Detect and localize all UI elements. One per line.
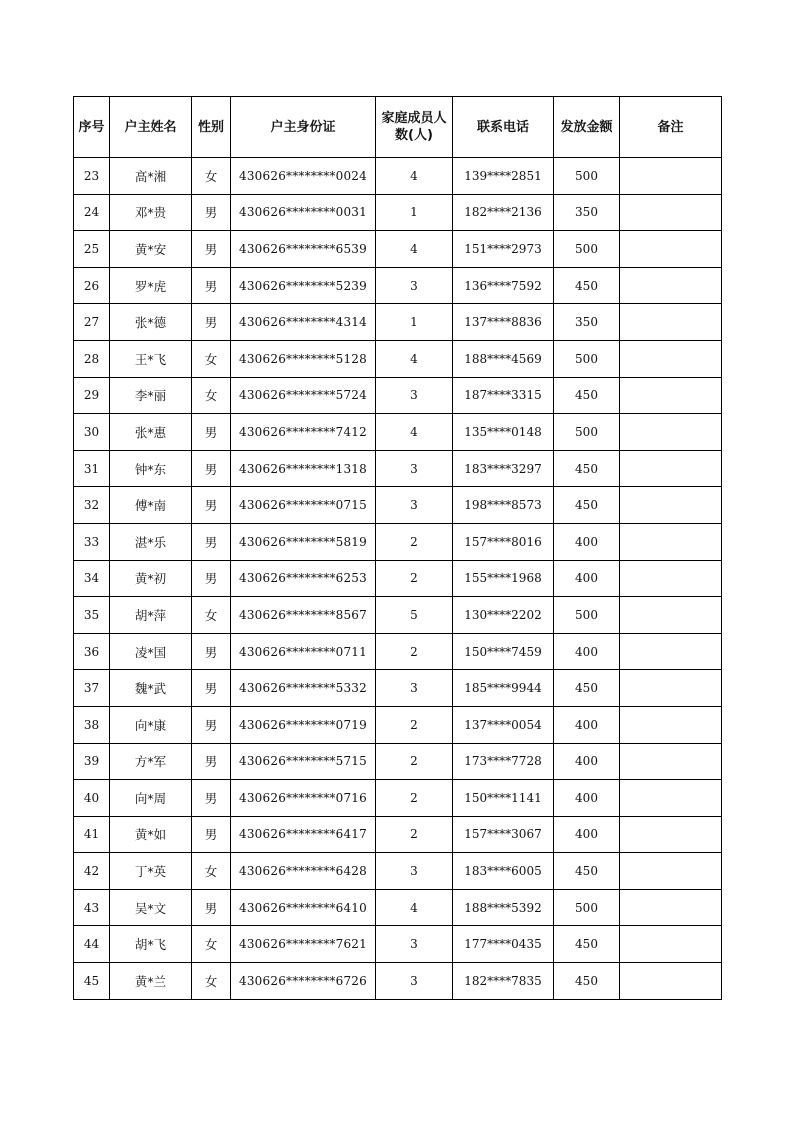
cell-remark <box>620 853 722 890</box>
cell-amount: 400 <box>554 816 620 853</box>
cell-name: 方*军 <box>110 743 192 780</box>
cell-remark <box>620 450 722 487</box>
cell-phone: 151****2973 <box>453 231 554 268</box>
cell-amount: 450 <box>554 670 620 707</box>
cell-amount: 350 <box>554 194 620 231</box>
cell-family-size: 3 <box>376 926 453 963</box>
cell-amount: 400 <box>554 743 620 780</box>
cell-gender: 男 <box>192 523 231 560</box>
cell-name: 高*湘 <box>110 158 192 195</box>
cell-name: 向*康 <box>110 706 192 743</box>
cell-index: 35 <box>74 597 110 634</box>
header-row <box>74 97 722 158</box>
cell-name: 黄*如 <box>110 816 192 853</box>
cell-id-card: 430626********0024 <box>231 158 376 195</box>
cell-remark <box>620 963 722 1000</box>
header-name: 户主姓名 <box>110 97 192 158</box>
cell-amount: 500 <box>554 340 620 377</box>
cell-name: 邓*贵 <box>110 194 192 231</box>
cell-name: 吴*文 <box>110 889 192 926</box>
cell-amount: 400 <box>554 560 620 597</box>
cell-family-size: 4 <box>376 340 453 377</box>
cell-amount: 500 <box>554 889 620 926</box>
cell-index: 45 <box>74 963 110 1000</box>
cell-phone: 187****3315 <box>453 377 554 414</box>
cell-family-size: 2 <box>376 780 453 817</box>
cell-index: 40 <box>74 780 110 817</box>
header-amount: 发放金额 <box>554 97 620 158</box>
cell-family-size: 3 <box>376 963 453 1000</box>
table-row <box>74 816 722 853</box>
cell-gender: 女 <box>192 158 231 195</box>
cell-phone: 183****6005 <box>453 853 554 890</box>
cell-amount: 450 <box>554 377 620 414</box>
cell-family-size: 4 <box>376 889 453 926</box>
cell-phone: 139****2851 <box>453 158 554 195</box>
cell-gender: 男 <box>192 706 231 743</box>
cell-family-size: 2 <box>376 816 453 853</box>
cell-gender: 男 <box>192 231 231 268</box>
cell-name: 湛*乐 <box>110 523 192 560</box>
cell-gender: 男 <box>192 889 231 926</box>
cell-name: 张*惠 <box>110 414 192 451</box>
cell-name: 胡*萍 <box>110 597 192 634</box>
cell-index: 23 <box>74 158 110 195</box>
table-row <box>74 743 722 780</box>
cell-phone: 173****7728 <box>453 743 554 780</box>
cell-amount: 350 <box>554 304 620 341</box>
table-body <box>74 158 722 1000</box>
cell-phone: 155****1968 <box>453 560 554 597</box>
cell-index: 37 <box>74 670 110 707</box>
cell-gender: 男 <box>192 450 231 487</box>
table-row <box>74 523 722 560</box>
cell-remark <box>620 523 722 560</box>
cell-name: 张*德 <box>110 304 192 341</box>
cell-remark <box>620 414 722 451</box>
cell-index: 32 <box>74 487 110 524</box>
cell-id-card: 430626********6539 <box>231 231 376 268</box>
cell-id-card: 430626********0031 <box>231 194 376 231</box>
cell-gender: 男 <box>192 267 231 304</box>
cell-amount: 450 <box>554 450 620 487</box>
cell-amount: 500 <box>554 158 620 195</box>
table-row <box>74 487 722 524</box>
cell-remark <box>620 816 722 853</box>
cell-family-size: 3 <box>376 450 453 487</box>
cell-phone: 137****0054 <box>453 706 554 743</box>
subsidy-roster-table <box>73 96 722 1000</box>
cell-family-size: 3 <box>376 487 453 524</box>
header-remark: 备注 <box>620 97 722 158</box>
cell-index: 34 <box>74 560 110 597</box>
cell-family-size: 1 <box>376 304 453 341</box>
cell-index: 38 <box>74 706 110 743</box>
cell-remark <box>620 267 722 304</box>
cell-phone: 137****8836 <box>453 304 554 341</box>
cell-name: 王*飞 <box>110 340 192 377</box>
cell-family-size: 2 <box>376 743 453 780</box>
cell-remark <box>620 743 722 780</box>
cell-amount: 400 <box>554 780 620 817</box>
cell-amount: 400 <box>554 706 620 743</box>
cell-index: 30 <box>74 414 110 451</box>
cell-remark <box>620 487 722 524</box>
cell-gender: 男 <box>192 743 231 780</box>
cell-id-card: 430626********4314 <box>231 304 376 341</box>
cell-phone: 157****3067 <box>453 816 554 853</box>
cell-remark <box>620 670 722 707</box>
cell-gender: 女 <box>192 340 231 377</box>
cell-gender: 男 <box>192 633 231 670</box>
cell-family-size: 5 <box>376 597 453 634</box>
cell-remark <box>620 926 722 963</box>
table-row <box>74 560 722 597</box>
cell-phone: 183****3297 <box>453 450 554 487</box>
cell-id-card: 430626********5724 <box>231 377 376 414</box>
cell-name: 傅*南 <box>110 487 192 524</box>
header-id-card: 户主身份证 <box>231 97 376 158</box>
cell-phone: 182****7835 <box>453 963 554 1000</box>
cell-phone: 136****7592 <box>453 267 554 304</box>
cell-family-size: 3 <box>376 670 453 707</box>
cell-amount: 400 <box>554 633 620 670</box>
cell-amount: 400 <box>554 523 620 560</box>
cell-id-card: 430626********5715 <box>231 743 376 780</box>
cell-family-size: 2 <box>376 706 453 743</box>
cell-family-size: 4 <box>376 158 453 195</box>
table-row <box>74 670 722 707</box>
cell-phone: 198****8573 <box>453 487 554 524</box>
cell-phone: 157****8016 <box>453 523 554 560</box>
cell-gender: 女 <box>192 926 231 963</box>
cell-id-card: 430626********5239 <box>231 267 376 304</box>
cell-index: 25 <box>74 231 110 268</box>
cell-name: 罗*虎 <box>110 267 192 304</box>
cell-gender: 女 <box>192 853 231 890</box>
cell-family-size: 1 <box>376 194 453 231</box>
cell-id-card: 430626********5128 <box>231 340 376 377</box>
cell-gender: 男 <box>192 487 231 524</box>
header-index: 序号 <box>74 97 110 158</box>
cell-phone: 185****9944 <box>453 670 554 707</box>
cell-id-card: 430626********6253 <box>231 560 376 597</box>
cell-id-card: 430626********5332 <box>231 670 376 707</box>
table-row <box>74 267 722 304</box>
table-row <box>74 780 722 817</box>
cell-id-card: 430626********0716 <box>231 780 376 817</box>
cell-index: 42 <box>74 853 110 890</box>
cell-id-card: 430626********0715 <box>231 487 376 524</box>
cell-index: 33 <box>74 523 110 560</box>
cell-index: 31 <box>74 450 110 487</box>
cell-id-card: 430626********7621 <box>231 926 376 963</box>
cell-remark <box>620 889 722 926</box>
cell-phone: 150****1141 <box>453 780 554 817</box>
table-row <box>74 889 722 926</box>
cell-name: 钟*东 <box>110 450 192 487</box>
cell-remark <box>620 377 722 414</box>
cell-name: 李*丽 <box>110 377 192 414</box>
table-row <box>74 926 722 963</box>
table-header <box>74 97 722 158</box>
cell-remark <box>620 706 722 743</box>
cell-phone: 177****0435 <box>453 926 554 963</box>
cell-family-size: 2 <box>376 633 453 670</box>
cell-phone: 135****0148 <box>453 414 554 451</box>
cell-index: 44 <box>74 926 110 963</box>
cell-index: 43 <box>74 889 110 926</box>
cell-index: 27 <box>74 304 110 341</box>
table-row <box>74 377 722 414</box>
cell-remark <box>620 231 722 268</box>
cell-name: 胡*飞 <box>110 926 192 963</box>
cell-id-card: 430626********6417 <box>231 816 376 853</box>
cell-index: 26 <box>74 267 110 304</box>
cell-gender: 男 <box>192 560 231 597</box>
cell-name: 黄*初 <box>110 560 192 597</box>
cell-id-card: 430626********1318 <box>231 450 376 487</box>
cell-amount: 450 <box>554 267 620 304</box>
cell-index: 29 <box>74 377 110 414</box>
cell-remark <box>620 633 722 670</box>
cell-remark <box>620 560 722 597</box>
cell-id-card: 430626********6410 <box>231 889 376 926</box>
cell-remark <box>620 340 722 377</box>
table-row <box>74 597 722 634</box>
cell-amount: 450 <box>554 487 620 524</box>
cell-gender: 男 <box>192 670 231 707</box>
table-row <box>74 450 722 487</box>
cell-id-card: 430626********0719 <box>231 706 376 743</box>
cell-family-size: 4 <box>376 231 453 268</box>
cell-gender: 男 <box>192 414 231 451</box>
cell-name: 向*周 <box>110 780 192 817</box>
cell-gender: 男 <box>192 816 231 853</box>
cell-id-card: 430626********7412 <box>231 414 376 451</box>
cell-index: 36 <box>74 633 110 670</box>
cell-name: 魏*武 <box>110 670 192 707</box>
cell-gender: 男 <box>192 304 231 341</box>
cell-gender: 女 <box>192 377 231 414</box>
cell-family-size: 3 <box>376 853 453 890</box>
header-phone: 联系电话 <box>453 97 554 158</box>
cell-remark <box>620 194 722 231</box>
cell-remark <box>620 304 722 341</box>
cell-gender: 女 <box>192 963 231 1000</box>
cell-index: 41 <box>74 816 110 853</box>
table-row <box>74 633 722 670</box>
cell-index: 39 <box>74 743 110 780</box>
header-gender: 性别 <box>192 97 231 158</box>
table-row <box>74 340 722 377</box>
cell-id-card: 430626********6726 <box>231 963 376 1000</box>
cell-amount: 450 <box>554 853 620 890</box>
cell-gender: 女 <box>192 597 231 634</box>
cell-amount: 500 <box>554 414 620 451</box>
cell-id-card: 430626********5819 <box>231 523 376 560</box>
cell-gender: 男 <box>192 194 231 231</box>
cell-index: 28 <box>74 340 110 377</box>
cell-gender: 男 <box>192 780 231 817</box>
cell-family-size: 2 <box>376 523 453 560</box>
cell-name: 凌*国 <box>110 633 192 670</box>
cell-family-size: 3 <box>376 267 453 304</box>
cell-id-card: 430626********0711 <box>231 633 376 670</box>
cell-phone: 188****5392 <box>453 889 554 926</box>
table-row <box>74 158 722 195</box>
table-row <box>74 963 722 1000</box>
table-row <box>74 853 722 890</box>
cell-family-size: 4 <box>376 414 453 451</box>
cell-name: 黄*兰 <box>110 963 192 1000</box>
header-family-size: 家庭成员人数(人) <box>376 97 453 158</box>
cell-phone: 150****7459 <box>453 633 554 670</box>
cell-amount: 450 <box>554 963 620 1000</box>
cell-remark <box>620 780 722 817</box>
cell-id-card: 430626********6428 <box>231 853 376 890</box>
cell-id-card: 430626********8567 <box>231 597 376 634</box>
cell-phone: 130****2202 <box>453 597 554 634</box>
cell-amount: 500 <box>554 231 620 268</box>
cell-phone: 188****4569 <box>453 340 554 377</box>
table-row <box>74 414 722 451</box>
cell-name: 丁*英 <box>110 853 192 890</box>
cell-name: 黄*安 <box>110 231 192 268</box>
cell-amount: 500 <box>554 597 620 634</box>
cell-remark <box>620 597 722 634</box>
cell-family-size: 3 <box>376 377 453 414</box>
table-row <box>74 194 722 231</box>
table-row <box>74 304 722 341</box>
table-row <box>74 706 722 743</box>
cell-amount: 450 <box>554 926 620 963</box>
cell-remark <box>620 158 722 195</box>
table-row <box>74 231 722 268</box>
cell-index: 24 <box>74 194 110 231</box>
cell-phone: 182****2136 <box>453 194 554 231</box>
cell-family-size: 2 <box>376 560 453 597</box>
